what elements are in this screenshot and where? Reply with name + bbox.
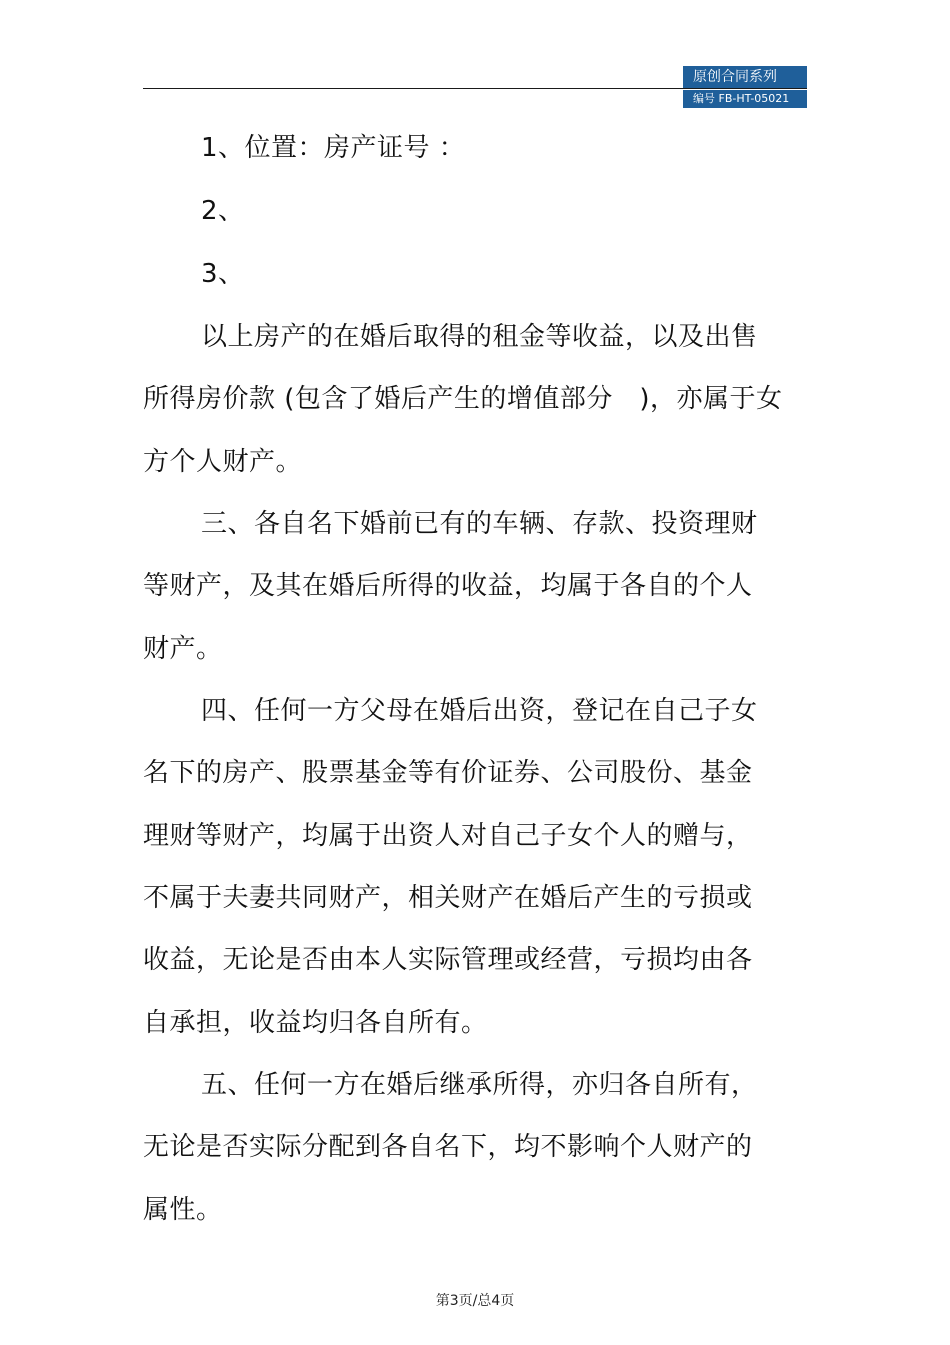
item-2-line: 2、 [201, 196, 245, 226]
paragraph-line: 属性。 [143, 1195, 223, 1225]
paragraph-line: 以上房产的在婚后取得的租金等收益，以及出售 [201, 322, 758, 352]
paragraph-line: 理财等财产，均属于出资人对自己子女个人的赠与， [143, 821, 753, 851]
paragraph-line: 收益，无论是否由本人实际管理或经营，亏损均由各 [143, 945, 753, 975]
item-1-line: 1、位置：房产证号 ： [201, 133, 466, 163]
section-four-line: 四、任何一方父母在婚后出资，登记在自己子女 [201, 696, 758, 726]
section-five-line: 五、任何一方在婚后继承所得，亦归各自所有， [201, 1070, 758, 1100]
paragraph-line: 等财产，及其在婚后所得的收益，均属于各自的个人 [143, 571, 753, 601]
paragraph-line: 方个人财产。 [143, 447, 303, 477]
document-code: 编号 FB-HT-05021 [683, 90, 807, 108]
item-3-line: 3、 [201, 259, 245, 289]
paragraph-line: 不属于夫妻共同财产，相关财产在婚后产生的亏损或 [143, 883, 753, 913]
series-badge [683, 66, 807, 108]
paragraph-line: 所得房价款 (包含了婚后产生的增值部分 )，亦属于女 [143, 384, 783, 414]
series-label: 原创合同系列 [683, 66, 807, 88]
paragraph-line: 自承担，收益均归各自所有。 [143, 1008, 488, 1038]
paragraph-line: 名下的房产、股票基金等有价证券、公司股份、基金 [143, 758, 753, 788]
page-number: 第3页/总4页 [435, 1293, 515, 1309]
section-three-line: 三、各自名下婚前已有的车辆、存款、投资理财 [201, 509, 758, 539]
paragraph-line: 无论是否实际分配到各自名下，均不影响个人财产的 [143, 1132, 753, 1162]
paragraph-line: 财产。 [143, 634, 223, 664]
